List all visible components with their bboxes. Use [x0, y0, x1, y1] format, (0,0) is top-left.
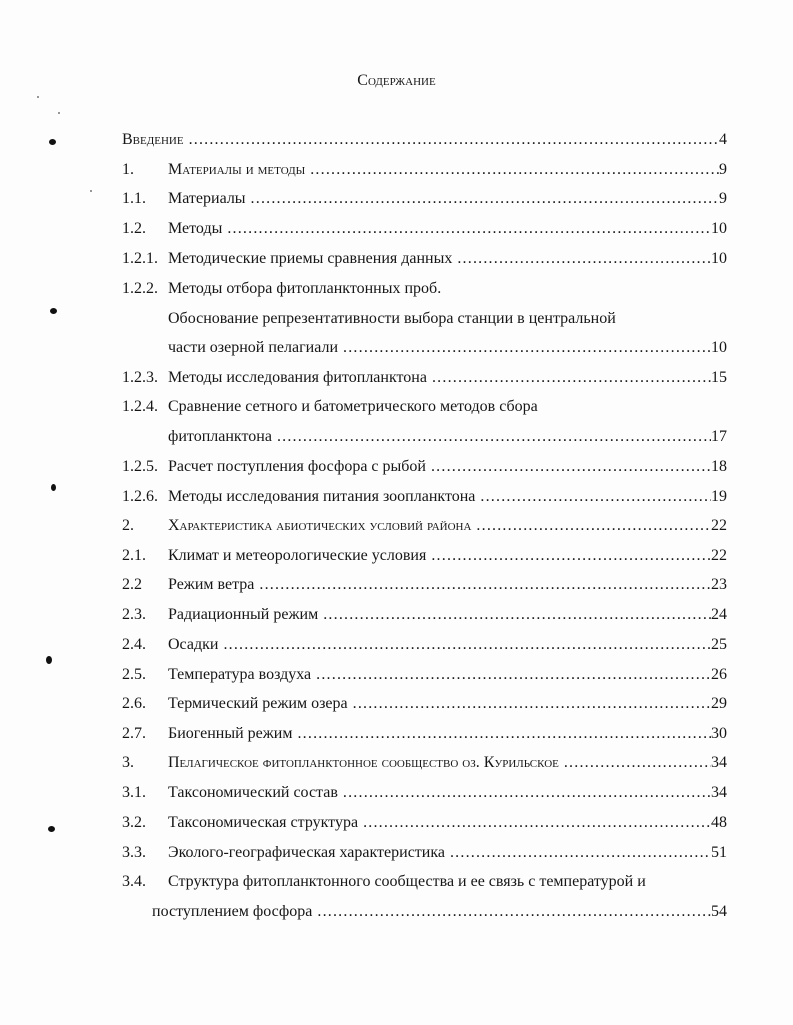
- toc-page-number: 54: [711, 903, 727, 920]
- toc-section-number: 2.7.: [122, 725, 146, 742]
- toc-page-number: 22: [711, 517, 727, 534]
- toc-section-number: 3.2.: [122, 814, 146, 831]
- toc-entry: [122, 782, 727, 804]
- leader-dots: [246, 188, 719, 210]
- scan-mark: [51, 484, 56, 491]
- leader-dots: [222, 218, 711, 240]
- toc-entry-title: Характеристика абиотических условий района: [168, 517, 472, 534]
- toc-entry-title: Эколого-географическая характеристика: [168, 844, 445, 861]
- toc-page-number: 9: [719, 190, 727, 207]
- toc-entry: [122, 752, 727, 774]
- toc-entry: [122, 396, 727, 418]
- leader-dots: [452, 248, 711, 270]
- toc-entry-title: Материалы и методы: [168, 161, 306, 178]
- toc-section-number: 1.2.4.: [122, 398, 158, 415]
- toc-page-number: 34: [711, 754, 727, 771]
- toc-entry-title: Осадки: [168, 636, 219, 653]
- toc-section-number: 1.2.1.: [122, 250, 158, 267]
- toc-entry-continuation: [152, 901, 727, 923]
- scan-mark: [48, 826, 55, 832]
- scan-mark: [49, 139, 56, 145]
- toc-entry-title: Климат и метеорологические условия: [168, 547, 427, 564]
- toc-section-number: 3.4.: [122, 873, 146, 890]
- toc-entry-title: Таксономическая структура: [168, 814, 359, 831]
- scan-speck: [58, 112, 60, 114]
- toc-section-number: 1.2.6.: [122, 488, 158, 505]
- toc-section-number: 2.6.: [122, 695, 146, 712]
- toc-entry: [122, 693, 727, 715]
- toc-entry-title: Методы исследования питания зоопланктона: [168, 488, 476, 505]
- toc-entry: [122, 842, 727, 864]
- toc-entry: [122, 129, 727, 151]
- toc-entry: [122, 367, 727, 389]
- toc-section-number: 2.3.: [122, 606, 146, 623]
- toc-section-number: 3.1.: [122, 784, 146, 801]
- toc-section-number: 2.4.: [122, 636, 146, 653]
- toc-entry-title: Биогенный режим: [168, 725, 293, 742]
- leader-dots: [348, 693, 711, 715]
- toc-section-number: 1.: [122, 161, 134, 178]
- toc-page-number: 24: [711, 606, 727, 623]
- page-title: Содержание: [357, 72, 436, 89]
- toc-section-number: 1.2.3.: [122, 369, 158, 386]
- toc-entry: [122, 723, 727, 745]
- toc-entry: [122, 664, 727, 686]
- toc-entry: [122, 456, 727, 478]
- toc-page-number: 25: [711, 636, 727, 653]
- leader-dots: [338, 782, 711, 804]
- toc-page-number: 51: [711, 844, 727, 861]
- leader-dots: [475, 486, 711, 508]
- toc-entry-continuation: [168, 426, 727, 448]
- toc-entry: [122, 278, 727, 300]
- leader-dots: [184, 129, 719, 151]
- toc-entry-continuation: Обоснование репрезентативности выбора станции в центральной: [168, 310, 616, 327]
- toc-page-number: 4: [719, 131, 727, 148]
- scan-mark: [46, 656, 52, 664]
- toc-page-number: 30: [711, 725, 727, 742]
- toc-entry-title: Радиационный режим: [168, 606, 319, 623]
- leader-dots: [445, 842, 711, 864]
- toc-section-number: 2.5.: [122, 666, 146, 683]
- toc-page-number: 10: [711, 220, 727, 237]
- scan-speck: [90, 190, 92, 192]
- toc-entry-title: поступлением фосфора: [152, 903, 313, 920]
- toc-page-number: 34: [711, 784, 727, 801]
- toc-entry-title: Материалы: [168, 190, 246, 207]
- leader-dots: [318, 604, 711, 626]
- toc-entry-title: Методы отбора фитопланктонных проб.: [168, 280, 442, 297]
- toc-entry: [122, 871, 727, 893]
- toc-entry: [122, 486, 727, 508]
- toc-entry: [122, 218, 727, 240]
- toc-section-number: 2.1.: [122, 547, 146, 564]
- toc-entry-title: Термический режим озера: [168, 695, 348, 712]
- toc-section-number: 1.2.: [122, 220, 146, 237]
- toc-section-number: 2.: [122, 517, 134, 534]
- toc-entry: [122, 545, 727, 567]
- toc-page-number: 48: [711, 814, 727, 831]
- toc-entry: [122, 574, 727, 596]
- toc-entry: [122, 634, 727, 656]
- toc-section-number: 1.2.5.: [122, 458, 158, 475]
- leader-dots: [305, 159, 719, 181]
- toc-page-number: 29: [711, 695, 727, 712]
- toc-entry-title: Методические приемы сравнения данных: [168, 250, 453, 267]
- toc-entry-title: Сравнение сетного и батометрического методов сбора: [168, 398, 538, 415]
- leader-dots: [218, 634, 711, 656]
- leader-dots: [338, 337, 711, 359]
- toc-page-number: 23: [711, 576, 727, 593]
- toc-entry: [122, 812, 727, 834]
- leader-dots: [292, 723, 711, 745]
- toc-page-number: 10: [711, 339, 727, 356]
- toc-page-number: 22: [711, 547, 727, 564]
- leader-dots: [426, 456, 711, 478]
- toc-section-number: 1.1.: [122, 190, 146, 207]
- toc-page-number: 17: [711, 428, 727, 445]
- leader-dots: [471, 515, 711, 537]
- toc-section-number: 3.3.: [122, 844, 146, 861]
- toc-entry-title: Пелагическое фитопланктонное сообщество оз. Курильское: [168, 754, 559, 771]
- toc-section-number: 3.: [122, 754, 134, 771]
- leader-dots: [559, 752, 711, 774]
- toc-entry: [122, 515, 727, 537]
- toc-page-number: 10: [711, 250, 727, 267]
- toc-entry-title: части озерной пелагиали: [168, 339, 339, 356]
- toc-entry-title: Режим ветра: [168, 576, 255, 593]
- toc-entry-title: Таксономический состав: [168, 784, 338, 801]
- toc-entry-title: Структура фитопланктонного сообщества и ее связь с температурой и: [168, 873, 646, 890]
- toc-page-number: 18: [711, 458, 727, 475]
- toc-entry-title: Введение: [122, 131, 184, 148]
- toc-entry-title: Методы: [168, 220, 223, 237]
- scan-mark: [50, 308, 57, 314]
- toc-entry: [122, 159, 727, 181]
- leader-dots: [254, 574, 711, 596]
- toc-entry-title: фитопланктона: [168, 428, 272, 445]
- toc-entry: [122, 604, 727, 626]
- toc-page-number: 15: [711, 369, 727, 386]
- toc-entry: [122, 188, 727, 210]
- leader-dots: [427, 367, 711, 389]
- toc-page-number: 26: [711, 666, 727, 683]
- leader-dots: [358, 812, 711, 834]
- leader-dots: [311, 664, 711, 686]
- leader-dots: [312, 901, 711, 923]
- toc-entry: [122, 248, 727, 270]
- toc-section-number: 1.2.2.: [122, 280, 158, 297]
- toc-entry-title: Расчет поступления фосфора с рыбой: [168, 458, 426, 475]
- toc-page-number: 19: [711, 488, 727, 505]
- toc-entry-title: Температура воздуха: [168, 666, 312, 683]
- toc-entry-title: Методы исследования фитопланктона: [168, 369, 427, 386]
- toc-page-number: 9: [719, 161, 727, 178]
- scan-speck: [37, 96, 39, 98]
- toc-entry-continuation: [168, 337, 727, 359]
- leader-dots: [426, 545, 711, 567]
- leader-dots: [272, 426, 711, 448]
- toc-section-number: 2.2: [122, 576, 142, 593]
